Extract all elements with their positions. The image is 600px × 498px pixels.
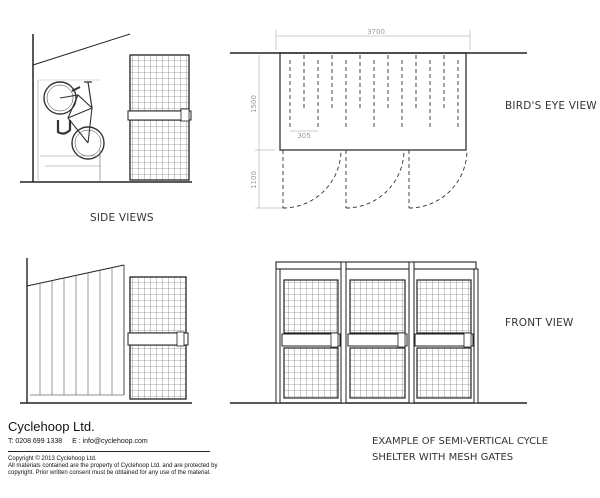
side-gate-2 <box>128 277 188 399</box>
company-name: Cyclehoop Ltd. <box>8 419 95 434</box>
caption-line-1: EXAMPLE OF SEMI-VERTICAL CYCLE <box>372 436 549 447</box>
front-view <box>230 262 527 403</box>
side-view-cladding <box>20 258 192 403</box>
front-gate-3 <box>415 280 473 398</box>
phone-number: T: 0208 699 1338 <box>8 438 63 445</box>
legal-notice <box>8 456 278 477</box>
front-gate-2 <box>348 280 407 398</box>
front-view-label: FRONT VIEW <box>505 317 574 329</box>
birds-eye-plan <box>230 30 527 208</box>
email-address: E : info@cyclehoop.com <box>72 438 148 445</box>
front-gate-1 <box>282 280 340 398</box>
bicycle-icon <box>44 82 104 159</box>
contact-line <box>8 438 158 445</box>
legal-line-1: All materials contained are the property of Cyclehoop Ltd. and are protected by <box>8 463 218 469</box>
figure-caption <box>372 434 548 466</box>
caption-line-2: SHELTER WITH MESH GATES <box>372 452 514 463</box>
dimension-width-label: 3700 <box>367 28 385 36</box>
side-gate-1 <box>128 55 191 180</box>
dimension-depth-label: 1500 <box>250 95 258 113</box>
legal-line-2: copyright. Prior written consent must be obtained for any use of the material. <box>8 470 211 476</box>
copyright-line: Copyright © 2013 Cyclehoop Ltd. <box>8 456 97 462</box>
side-views-label: SIDE VIEWS <box>90 212 154 224</box>
side-view-with-bicycle <box>20 34 192 182</box>
dimension-bay-spacing-label: 305 <box>297 132 311 140</box>
footer-divider <box>8 451 210 452</box>
birds-eye-view-label: BIRD'S EYE VIEW <box>505 100 597 112</box>
dimension-gate-swing-label: 1100 <box>250 171 258 189</box>
